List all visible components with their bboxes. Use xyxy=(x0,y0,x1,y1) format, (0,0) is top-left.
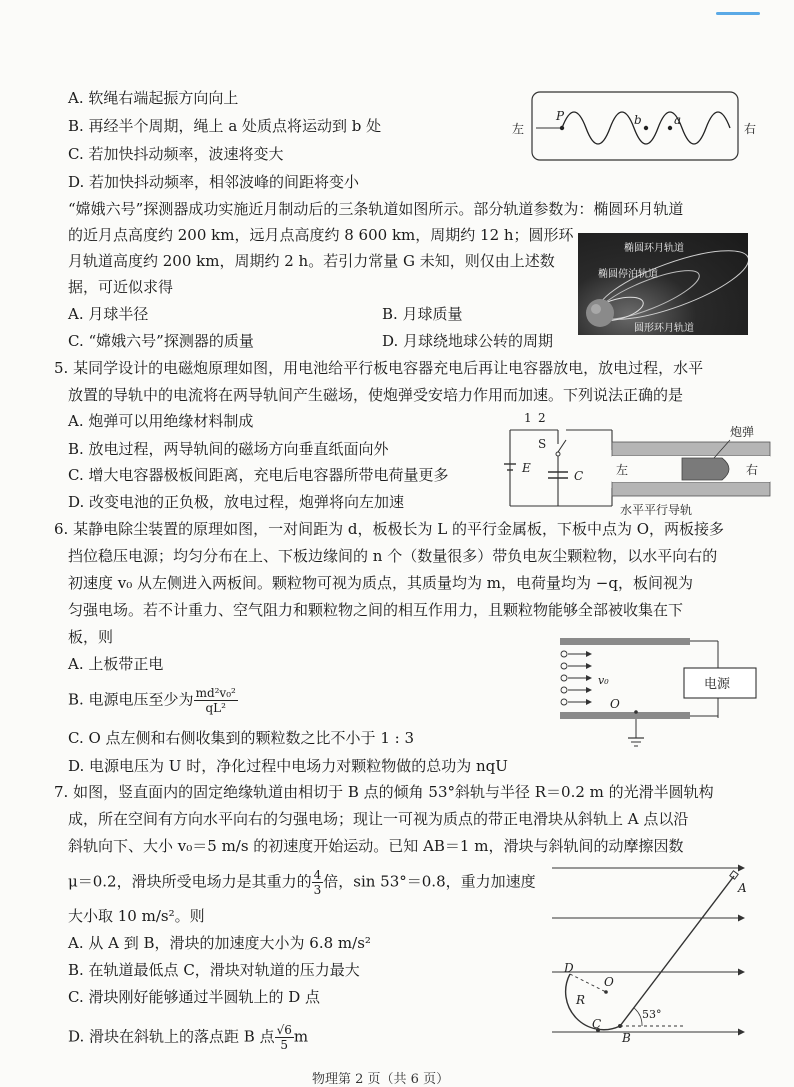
dust-v0-label: v₀ xyxy=(598,674,609,687)
q4-option-c: C. 若加快抖动频率，波速将变大 xyxy=(68,145,284,163)
track-d-label: D xyxy=(564,961,574,975)
q6-stem-line-1: 6. 某静电除尘装置的原理如图，一对间距为 d，板极长为 L 的平行金属板，下板中点为 O，两板接多 xyxy=(54,520,725,538)
q7-line4-suffix: 倍，sin 53°＝0.8，重力加速度 xyxy=(323,872,536,891)
wave-a-label: a xyxy=(674,113,682,127)
q7-option-a: A. 从 A 到 B，滑块的加速度大小为 6.8 m/s² xyxy=(68,934,371,952)
railgun-battery-e: E xyxy=(522,461,531,475)
q7-stem-line-1: 7. 如图，竖直面内的固定绝缘轨道由相切于 B 点的倾角 53°斜轨与半径 R＝0.2 m 的光滑半圆轨构 xyxy=(54,783,714,801)
track-a-label: A xyxy=(738,881,747,895)
orbit-label-parking: 椭圆停泊轨道 xyxy=(598,269,658,280)
q7-line4-denominator: 3 xyxy=(313,883,322,897)
wave-right-label: 右 xyxy=(744,122,757,136)
dust-power-label: 电源 xyxy=(704,677,731,692)
wave-p-label: P xyxy=(556,109,565,123)
q5-option-d: D. 改变电池的正负极，放电过程，炮弹将向左加速 xyxy=(68,493,405,511)
wave-left-label: 左 xyxy=(512,122,525,136)
q7-line4-prefix: μ＝0.2，滑块所受电场力是其重力的 xyxy=(68,872,312,891)
q6-option-b-denominator: qL² xyxy=(205,701,226,715)
q6-stem-line-4: 匀强电场。若不计重力、空气阻力和颗粒物之间的相互作用力，且颗粒物能够全部被收集在下 xyxy=(68,601,684,619)
q6-option-d: D. 电源电压为 U 时，净化过程中电场力对颗粒物做的总功为 nqU xyxy=(68,757,508,775)
railgun-shell-label: 炮弹 xyxy=(730,425,755,439)
q7-option-d-fraction xyxy=(275,1023,294,1052)
q4-option-d: D. 若加快抖动频率，相邻波峰的间距将变小 xyxy=(68,173,360,191)
railgun-capacitor-c: C xyxy=(574,469,584,483)
change-option-b: B. 月球质量 xyxy=(382,305,463,323)
q7-line4-numerator: 4 xyxy=(313,868,322,882)
track-r-label: R xyxy=(576,993,586,1007)
railgun-left-label: 左 xyxy=(616,463,629,477)
track-o-label: O xyxy=(604,975,614,989)
railgun-switch-s: S xyxy=(538,437,547,451)
q6-option-b-fraction xyxy=(194,686,238,715)
change-option-d: D. 月球绕地球公转的周期 xyxy=(382,332,554,350)
q7-stem-line-2: 成，所在空间有方向水平向右的匀强电场；现让一可视为质点的带正电滑块从斜轨上 A 点以沿 xyxy=(68,810,689,828)
railgun-right-label: 右 xyxy=(746,463,759,477)
q7-option-d-prefix: D. 滑块在斜轨上的落点距 B 点 xyxy=(68,1027,275,1046)
q7-option-d xyxy=(68,1023,308,1052)
orbit-photo xyxy=(578,233,748,335)
railgun-figure xyxy=(500,410,780,520)
q5-stem-line-1: 5. 某同学设计的电磁炮原理如图，用电池给平行板电容器充电后再让电容器放电，放电过程，水平 xyxy=(54,359,704,377)
q7-option-d-numerator: √6 xyxy=(276,1023,292,1037)
q4-option-b: B. 再经半个周期，绳上 a 处质点将运动到 b 处 xyxy=(68,117,382,135)
wave-b-label: b xyxy=(634,113,642,127)
change-option-c: C. “嫦娥六号”探测器的质量 xyxy=(68,332,254,350)
track-angle-label: 53° xyxy=(642,1008,662,1021)
q6-option-c: C. O 点左侧和右侧收集到的颗粒数之比不小于 1 : 3 xyxy=(68,729,414,747)
q7-option-c: C. 滑块刚好能够通过半圆轨上的 D 点 xyxy=(68,988,321,1006)
dust-o-label: O xyxy=(610,697,620,711)
track-figure xyxy=(548,862,778,1044)
q6-stem-line-3: 初速度 v₀ 从左侧进入两板间。颗粒物可视为质点，其质量均为 m，电荷量均为 −q，板间视为 xyxy=(68,574,693,592)
dust-collector-figure xyxy=(548,634,776,752)
q4-option-a: A. 软绳右端起振方向向上 xyxy=(68,89,239,107)
q5-stem-line-2: 放置的导轨中的电流将在两导轨间产生磁场，使炮弹受安培力作用而加速。下列说法正确的是 xyxy=(68,386,684,404)
q5-option-c: C. 增大电容器极板间距离，充电后电容器所带电荷量更多 xyxy=(68,466,449,484)
orbit-label-circular: 圆形环月轨道 xyxy=(634,323,694,334)
q7-option-d-suffix: m xyxy=(293,1027,309,1046)
q6-stem-line-2: 挡位稳压电源；均匀分布在上、下板边缘间的 n 个（数量很多）带负电灰尘颗粒物，以水平向右的 xyxy=(68,547,718,565)
orbit-label-elliptic: 椭圆环月轨道 xyxy=(624,243,684,254)
q6-stem-line-5: 板，则 xyxy=(68,628,114,646)
change-stem-line-2: 的近月点高度约 200 km，远月点高度约 8 600 km，周期约 12 h；圆形环 xyxy=(68,226,574,244)
change-stem-line-3: 月轨道高度约 200 km，周期约 2 h。若引力常量 G 未知，则仅由上述数 xyxy=(68,252,555,270)
change-option-a: A. 月球半径 xyxy=(68,305,149,323)
change-stem-line-1: “嫦娥六号”探测器成功实施近月制动后的三条轨道如图所示。部分轨道参数为：椭圆环月轨道 xyxy=(68,200,684,218)
q7-stem-line-4 xyxy=(68,868,536,897)
q7-stem-line-3: 斜轨向下、大小 v₀＝5 m/s 的初速度开始运动。已知 AB＝1 m，滑块与斜轨间的动摩擦因数 xyxy=(68,837,684,855)
q7-stem-line-5: 大小取 10 m/s²。则 xyxy=(68,907,205,925)
railgun-rails-label: 水平平行导轨 xyxy=(620,503,693,517)
q7-option-b: B. 在轨道最低点 C，滑块对轨道的压力最大 xyxy=(68,961,360,979)
q6-option-a: A. 上板带正电 xyxy=(68,655,164,673)
page-footer: 物理第 2 页（共 6 页） xyxy=(312,1072,450,1087)
q6-option-b-numerator: md²v₀² xyxy=(195,686,236,700)
q6-option-b xyxy=(68,686,238,715)
q5-option-b: B. 放电过程，两导轨间的磁场方向垂直纸面向外 xyxy=(68,440,389,458)
railgun-switch-1: 1 xyxy=(524,411,532,425)
track-b-label: B xyxy=(622,1031,631,1044)
q7-line4-fraction xyxy=(312,868,324,897)
railgun-switch-2: 2 xyxy=(538,411,546,425)
q6-option-b-prefix: B. 电源电压至少为 xyxy=(68,690,194,709)
track-c-label: C xyxy=(592,1017,602,1031)
change-stem-line-4: 据，可近似求得 xyxy=(68,278,174,296)
q5-option-a: A. 炮弹可以用绝缘材料制成 xyxy=(68,412,254,430)
q7-option-d-denominator: 5 xyxy=(280,1038,289,1052)
top-accent-line xyxy=(716,12,760,15)
wave-figure xyxy=(512,88,776,166)
